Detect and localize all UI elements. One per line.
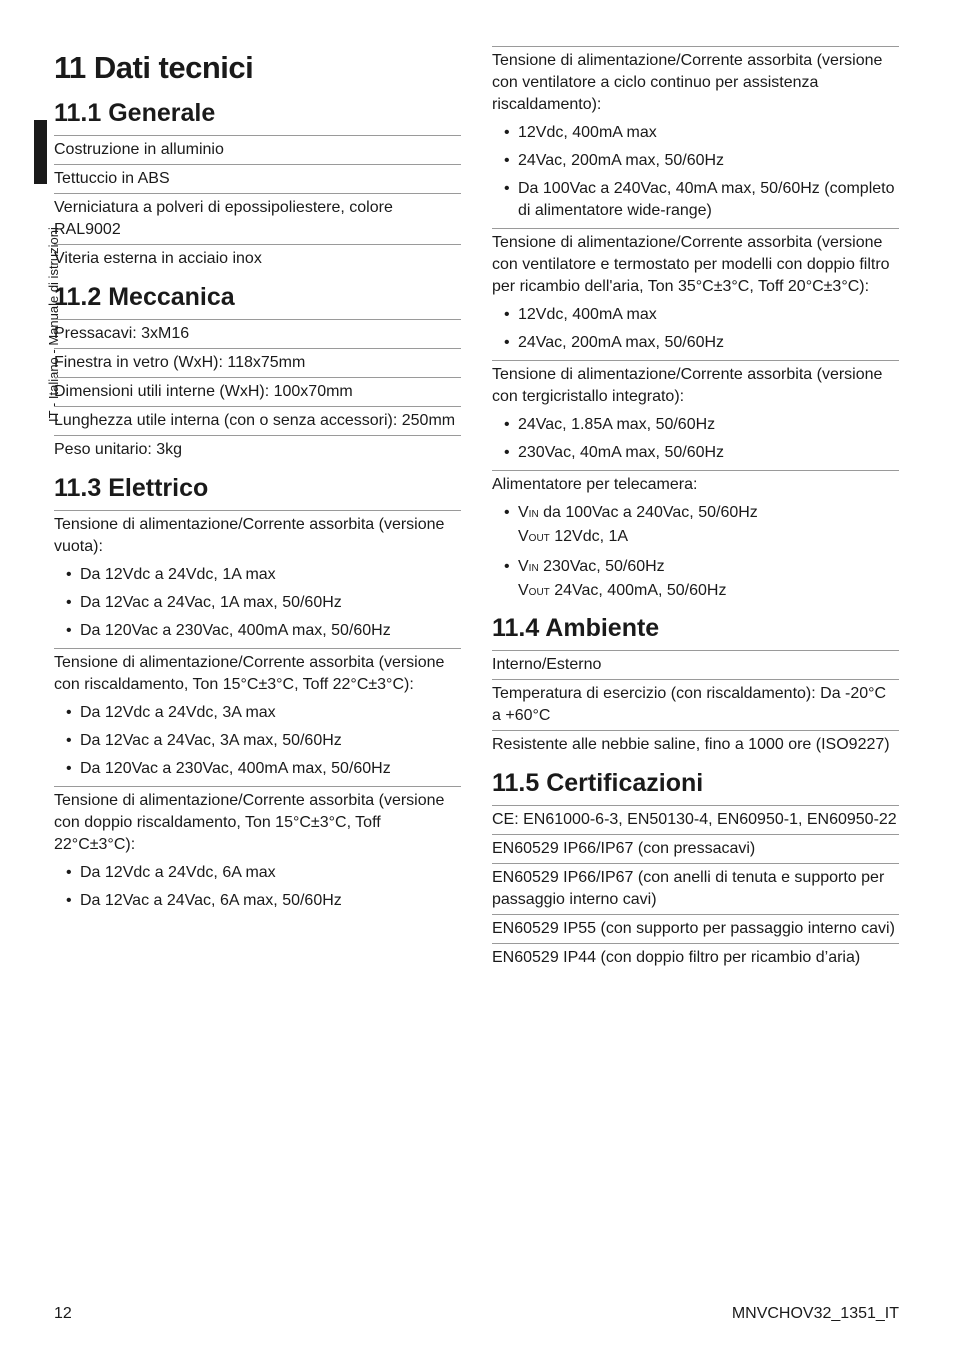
bullet-list [54,702,461,780]
section-heading-ambiente: 11.4 Ambiente [492,614,660,642]
spec-row: Peso unitario: 3kg [54,435,461,464]
spec-row: Tensione di alimentazione/Corrente assorbita (versione con doppio riscaldamento, Ton 15°C±3°C, Toff 22°C±3°C): [54,786,461,859]
spec-row: Viteria esterna in acciaio inox [54,244,461,273]
list-item: • Da 12Vdc a 24Vdc, 3A max [54,702,461,724]
spec-row: Dimensioni utili interne (WxH): 100x70mm [54,377,461,406]
bullet-list [54,564,461,642]
list-item [492,502,899,550]
section-heading-elettrico: 11.3 Elettrico [54,474,209,502]
spec-row: Verniciatura a polveri di epossipoliestere, colore RAL9002 [54,193,461,244]
list-item: • 24Vac, 200mA max, 50/60Hz [492,332,899,354]
spec-row: Finestra in vetro (WxH): 118x75mm [54,348,461,377]
bullet-list [54,862,461,912]
list-item: • 24Vac, 1.85A max, 50/60Hz [492,414,899,436]
psu-output-line: VOUT 12Vdc, 1A [518,528,629,545]
list-item: • Da 12Vdc a 24Vdc, 1A max [54,564,461,586]
psu-input-line: • VIN 230Vac, 50/60Hz [518,558,665,575]
list-item: • 12Vdc, 400mA max [492,304,899,326]
spec-row: Tensione di alimentazione/Corrente assorbita (versione vuota): [54,510,461,561]
spec-row: EN60529 IP66/IP67 (con pressacavi) [492,834,899,863]
left-column [54,50,461,918]
list-item: • Da 12Vac a 24Vac, 6A max, 50/60Hz [54,890,461,912]
list-item [492,556,899,604]
spec-row: Tensione di alimentazione/Corrente assorbita (versione con tergicristallo integrato): [492,360,899,411]
section-heading-certificazioni: 11.5 Certificazioni [492,769,704,797]
spec-row: Alimentatore per telecamera: [492,470,899,499]
list-item: • Da 120Vac a 230Vac, 400mA max, 50/60Hz [54,758,461,780]
psu-input-line: • VIN da 100Vac a 240Vac, 50/60Hz [518,504,758,521]
bullet-list [492,122,899,222]
list-item: • Da 120Vac a 230Vac, 400mA max, 50/60Hz [54,620,461,642]
spec-row: EN60529 IP66/IP67 (con anelli di tenuta e supporto per passaggio interno cavi) [492,863,899,914]
page-number: 12 [54,1305,72,1322]
list-item: • 12Vdc, 400mA max [492,122,899,144]
spec-row: Tensione di alimentazione/Corrente assorbita (versione con riscaldamento, Ton 15°C±3°C, Toff 22°C±3°C): [54,648,461,699]
spec-row: Tensione di alimentazione/Corrente assorbita (versione con ventilatore e termostato per modelli con doppio filtro per ricambio dell'aria, Ton 35°C±3°C, Toff 20°C±3°C): [492,228,899,301]
section-heading-meccanica: 11.2 Meccanica [54,283,235,311]
list-item: • Da 12Vac a 24Vac, 1A max, 50/60Hz [54,592,461,614]
spec-row: Lunghezza utile interna (con o senza accessori): 250mm [54,406,461,435]
spec-row: Costruzione in alluminio [54,135,461,164]
page-title: 11 Dati tecnici [54,50,254,85]
list-item: • 24Vac, 200mA max, 50/60Hz [492,150,899,172]
spec-row: EN60529 IP44 (con doppio filtro per ricambio d’aria) [492,943,899,972]
bullet-list [492,502,899,604]
list-item: • Da 100Vac a 240Vac, 40mA max, 50/60Hz (completo di alimentatore wide-range) [492,178,899,222]
bullet-list [492,304,899,354]
document-code: MNVCHOV32_1351_IT [731,1305,899,1322]
sidebar-language-label: IT - Italiano - Manuale di istruzioni [46,227,61,422]
list-item: • Da 12Vdc a 24Vdc, 6A max [54,862,461,884]
spec-row: Resistente alle nebbie saline, fino a 1000 ore (ISO9227) [492,730,899,759]
psu-output-line: VOUT 24Vac, 400mA, 50/60Hz [518,582,727,599]
list-item: • 230Vac, 40mA max, 50/60Hz [492,442,899,464]
right-column [492,46,899,972]
spec-row: CE: EN61000-6-3, EN50130-4, EN60950-1, EN60950-22 [492,805,899,834]
bullet-list [492,414,899,464]
spec-row: Tensione di alimentazione/Corrente assorbita (versione con ventilatore a ciclo continuo per assistenza riscaldamento): [492,46,899,119]
sidebar-marker [34,120,47,184]
spec-row: Tettuccio in ABS [54,164,461,193]
spec-row: Pressacavi: 3xM16 [54,319,461,348]
spec-row: Temperatura di esercizio (con riscaldamento): Da -20°C a +60°C [492,679,899,730]
list-item: • Da 12Vac a 24Vac, 3A max, 50/60Hz [54,730,461,752]
spec-row: Interno/Esterno [492,650,899,679]
section-heading-generale: 11.1 Generale [54,99,216,127]
spec-row: EN60529 IP55 (con supporto per passaggio interno cavi) [492,914,899,943]
